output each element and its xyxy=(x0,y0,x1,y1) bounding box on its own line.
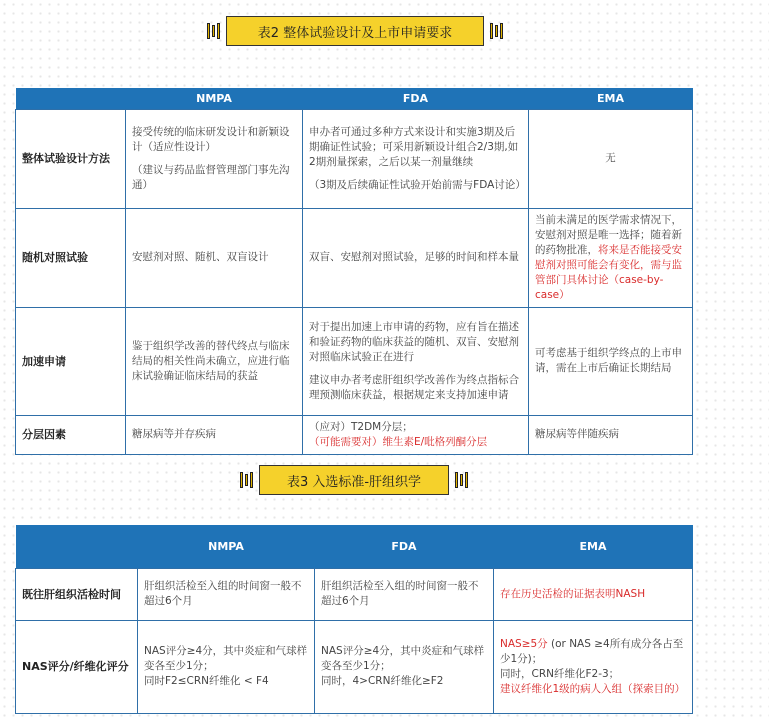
table2-header-row xyxy=(16,88,693,109)
highlight-text: 将来是否能接受安慰剂对照可能会有变化，需与监管部门具体讨论（case-by-case） xyxy=(535,243,682,301)
cell-fda: 双盲、安慰剂对照试验，足够的时间和样本量 xyxy=(303,208,529,307)
cell-ema xyxy=(529,208,693,307)
cell-fda xyxy=(315,620,494,713)
highlight-text: （可能需要对）维生素E/吡格列酮分层 xyxy=(309,435,488,448)
cell-nmpa xyxy=(138,620,315,713)
cell-fda xyxy=(303,415,529,454)
header-fda: FDA xyxy=(315,525,494,568)
header-blank xyxy=(16,525,138,568)
left-decoration xyxy=(207,23,220,39)
cell-text: （3期及后续确证性试验开始前需与FDA讨论） xyxy=(309,178,526,191)
table3-header-row xyxy=(16,525,693,568)
header-nmpa: NMPA xyxy=(138,525,315,568)
table3-title: 表3 入选标准-肝组织学 xyxy=(259,465,449,495)
header-nmpa: NMPA xyxy=(126,88,303,109)
cell-text: 当前未满足的医学需求情况下，安慰剂对照是唯一选择；随着新的药物批准， xyxy=(535,213,682,256)
header-ema: EMA xyxy=(494,525,693,568)
row-label: 既往肝组织活检时间 xyxy=(16,568,138,620)
cell-text: 接受传统的临床研发设计和新颖设计（适应性设计） xyxy=(132,125,290,153)
cell-nmpa: 糖尿病等并存疾病 xyxy=(126,415,303,454)
left-decoration xyxy=(240,472,253,488)
table-row xyxy=(16,568,693,620)
header-ema: EMA xyxy=(529,88,693,109)
cell-text: 同时，CRN纤维化F2-3； xyxy=(500,667,620,680)
right-decoration xyxy=(490,23,503,39)
cell-ema xyxy=(494,620,693,713)
cell-nmpa: 肝组织活检至入组的时间窗一般不超过6个月 xyxy=(138,568,315,620)
table2-title-banner xyxy=(207,16,503,46)
row-label: 分层因素 xyxy=(16,415,126,454)
table-row xyxy=(16,208,693,307)
right-decoration xyxy=(455,472,468,488)
header-fda: FDA xyxy=(303,88,529,109)
table2-title: 表2 整体试验设计及上市申请要求 xyxy=(226,16,484,46)
cell-nmpa xyxy=(126,109,303,208)
cell-fda xyxy=(303,109,529,208)
cell-text: （建议与药品监督管理部门事先沟通） xyxy=(132,163,290,191)
row-label: 随机对照试验 xyxy=(16,208,126,307)
cell-nmpa: 安慰剂对照、随机、双盲设计 xyxy=(126,208,303,307)
row-label: 整体试验设计方法 xyxy=(16,109,126,208)
cell-text: （应对）T2DM分层； xyxy=(309,420,413,433)
cell-nmpa: 鉴于组织学改善的替代终点与临床结局的相关性尚未确立，应进行临床试验确证临床结局的获益 xyxy=(126,307,303,415)
table-row xyxy=(16,307,693,415)
table-row xyxy=(16,620,693,713)
cell-text: NAS评分≥4分，其中炎症和气球样变各至少1分； xyxy=(144,645,308,672)
table3 xyxy=(15,525,693,714)
cell-ema: 可考虑基于组织学终点的上市申请，需在上市后确证长期结局 xyxy=(529,307,693,415)
highlight-text: NAS≥5分 xyxy=(500,637,548,650)
highlight-text: 建议纤维化1级的病人入组（探索目的） xyxy=(500,682,686,695)
table3-title-banner xyxy=(240,465,468,495)
cell-text: 对于提出加速上市申请的药物，应有旨在描述和验证药物的临床获益的随机、双盲、安慰剂对照临床试验正在进行 xyxy=(309,320,519,363)
row-label: NAS评分/纤维化评分 xyxy=(16,620,138,713)
cell-text: 申办者可通过多种方式来设计和实施3期及后期确证性试验；可采用新颖设计组合2/3期,如2期剂量探索，之后以某一剂量继续 xyxy=(309,125,519,168)
cell-ema: 糖尿病等伴随疾病 xyxy=(529,415,693,454)
cell-text: 同时F2≤CRN纤维化 < F4 xyxy=(144,675,269,687)
cell-text: (or NAS ≥4所有成分各占至少1分)； xyxy=(500,637,684,665)
table-row xyxy=(16,109,693,208)
cell-ema: 存在历史活检的证据表明NASH xyxy=(494,568,693,620)
cell-text: 同时，4>CRN纤维化≥F2 xyxy=(321,675,444,687)
cell-text: NAS评分≥4分，其中炎症和气球样变各至少1分； xyxy=(321,645,485,672)
cell-ema: 无 xyxy=(529,109,693,208)
cell-text: 建议申办者考虑肝组织学改善作为终点指标合理预测临床获益，根据规定来支持加速申请 xyxy=(309,373,519,401)
row-label: 加速申请 xyxy=(16,307,126,415)
table2 xyxy=(15,88,693,455)
cell-fda: 肝组织活检至入组的时间窗一般不超过6个月 xyxy=(315,568,494,620)
table-row xyxy=(16,415,693,454)
cell-fda xyxy=(303,307,529,415)
header-blank xyxy=(16,88,126,109)
